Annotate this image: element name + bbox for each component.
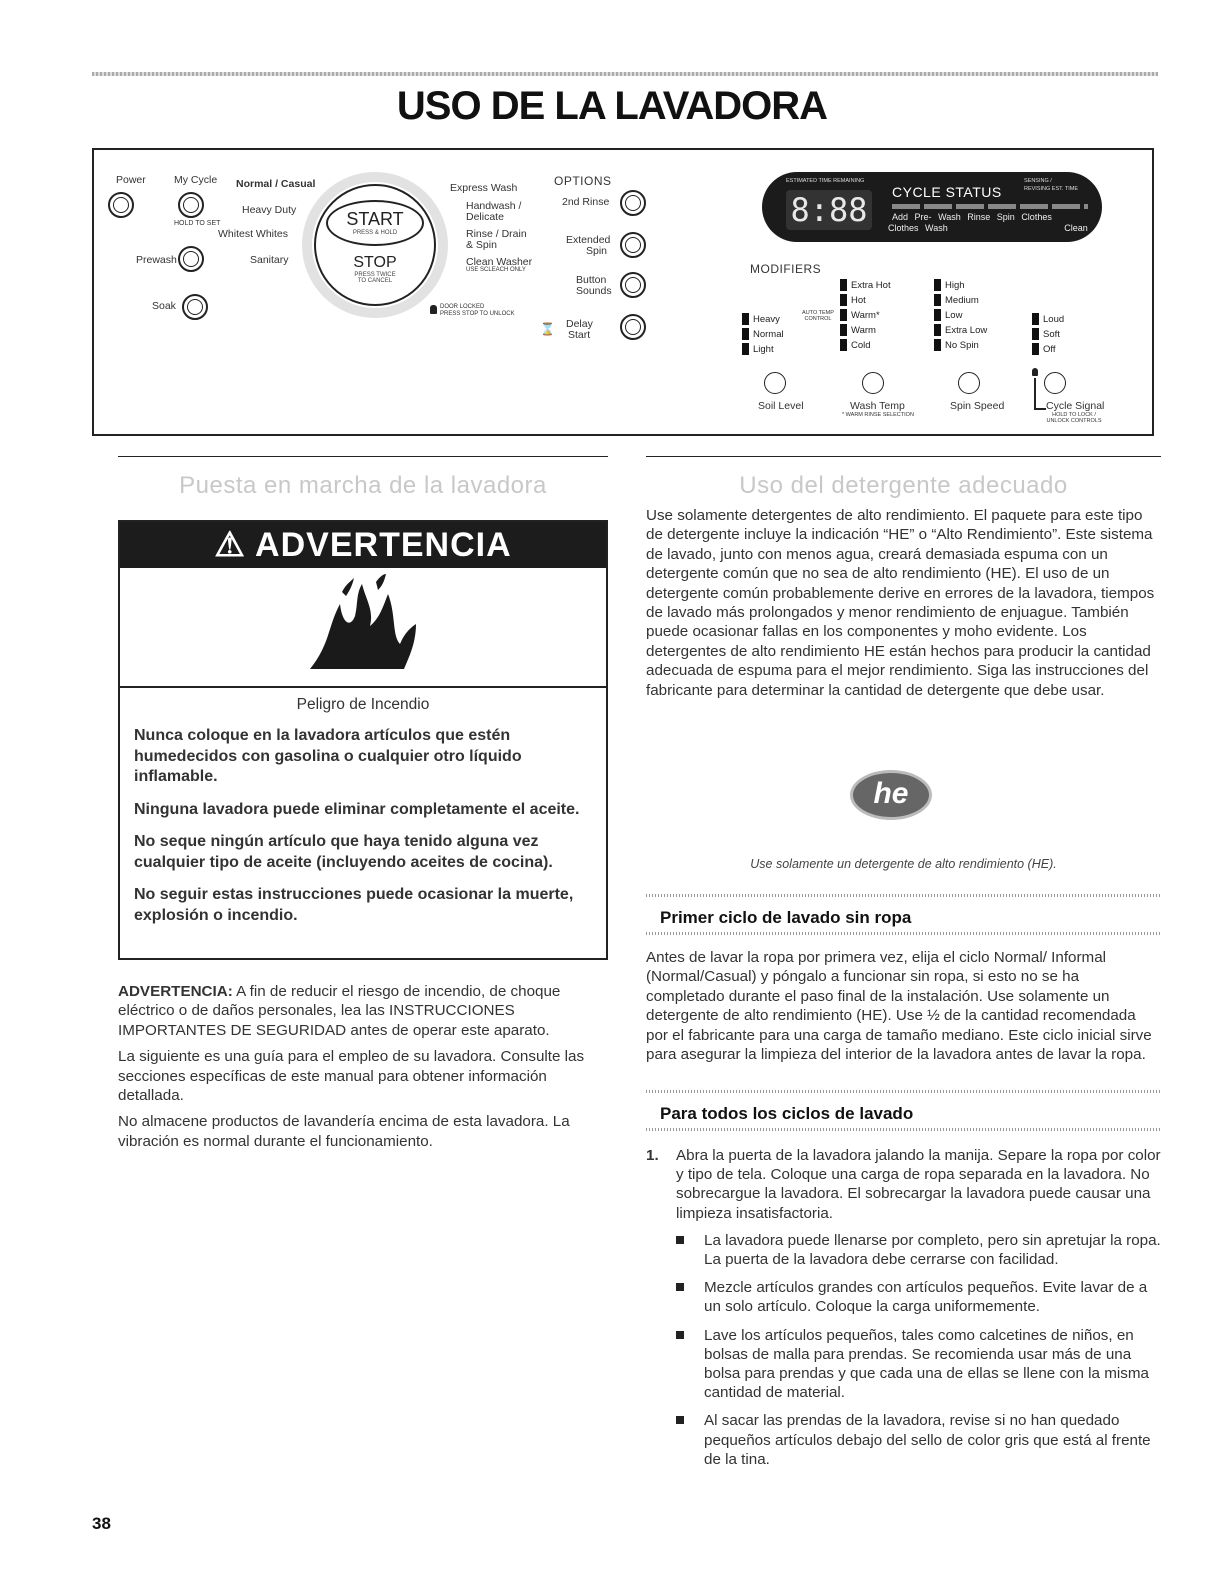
power-label: Power bbox=[116, 174, 146, 186]
wash-temp-note: * WARM RINSE SELECTION bbox=[842, 412, 914, 418]
warning-items bbox=[134, 726, 594, 926]
left-body-text bbox=[118, 982, 608, 1158]
soak-label: Soak bbox=[152, 300, 176, 312]
estimated-time-label: ESTIMATED TIME REMAINING bbox=[786, 178, 865, 184]
my-cycle-label: My Cycle bbox=[174, 174, 218, 186]
prewash-label: Prewash bbox=[136, 254, 177, 266]
revising-label: REVISING EST. TIME bbox=[1024, 186, 1078, 192]
left-heading-rule bbox=[118, 456, 608, 457]
option-2nd-rinse-button bbox=[620, 190, 646, 216]
bullet-item: La lavadora puede llenarse por completo, pero sin apretujar la ropa. La puerta de la lavadora debe cerrarse con facilidad. bbox=[646, 1231, 1161, 1269]
bullet-square-icon bbox=[676, 1283, 684, 1291]
warning-item: No seque ningún artículo que haya tenido alguna vez cualquier tipo de aceite (incluyendo aceites de cocina). bbox=[134, 833, 553, 871]
storage-paragraph: No almacene productos de lavandería encima de esta lavadora. La vibración es normal durante el funcionamiento. bbox=[118, 1113, 570, 1150]
sensing-label: SENSING / bbox=[1024, 178, 1052, 184]
door-locked-note: PRESS STOP TO UNLOCK bbox=[440, 311, 515, 317]
option-button-label: Button bbox=[576, 274, 607, 286]
warning-box bbox=[118, 520, 608, 960]
delay-icon: ⌛ bbox=[540, 322, 555, 336]
soak-button bbox=[182, 294, 208, 320]
advertencia-paragraph: ADVERTENCIA: A fin de reducir el riesgo de incendio, de choque eléctrico o de daños personales, lea las INSTRUCCIONES IMPORTANTES DE SEGURIDAD antes de operar este aparato. bbox=[118, 983, 561, 1039]
section-divider bbox=[646, 1128, 1161, 1131]
top-rule bbox=[92, 72, 1158, 76]
clean-washer-note: USE SCLEACH ONLY bbox=[466, 267, 526, 273]
status-steps-row1: Add Pre- Wash Rinse Spin Clothes bbox=[892, 212, 1052, 222]
modifiers-title: MODIFIERS bbox=[750, 262, 822, 276]
cycle-signal-button bbox=[1044, 372, 1066, 394]
spin-speed-options: High Medium Low Extra Low No Spin bbox=[934, 278, 987, 353]
spin-speed-button bbox=[958, 372, 980, 394]
soil-level-options: Heavy Normal Light bbox=[742, 312, 784, 357]
page-title: USO DE LA LAVADORA bbox=[396, 84, 828, 128]
left-section-heading: Puesta en marcha de la lavadora bbox=[179, 472, 547, 499]
step-item: 1. Abra la puerta de la lavadora jalando la manija. Separe la ropa por color y tipo de tela. Coloque una carga de ropa separada en la lavadora. No sobrecargue la lavadora. El sobrecargar la lavadora puede causar una limpieza insatisfactoria. bbox=[646, 1147, 1161, 1222]
hold-to-set-label: HOLD TO SET bbox=[174, 220, 221, 227]
warning-item: No seguir estas instrucciones puede ocasionar la muerte, explosión o incendio. bbox=[134, 886, 574, 924]
control-panel-illustration bbox=[92, 148, 1154, 436]
stop-button: STOP PRESS TWICE TO CANCEL bbox=[353, 254, 397, 284]
option-button-sounds-button bbox=[620, 272, 646, 298]
cycle-handwash: Handwash / bbox=[466, 200, 522, 212]
all-cycles-heading: Para todos los ciclos de lavado bbox=[660, 1104, 914, 1123]
power-button bbox=[108, 192, 134, 218]
wash-steps-list bbox=[646, 1146, 1161, 1478]
warning-item: Ninguna lavadora puede eliminar completamente el aceite. bbox=[134, 800, 580, 818]
start-button: START PRESS & HOLD bbox=[326, 200, 424, 246]
cycle-clean-washer: Clean Washer bbox=[466, 256, 533, 268]
section-divider bbox=[646, 1090, 1161, 1093]
section-divider bbox=[646, 932, 1161, 935]
lock-icon bbox=[430, 305, 437, 314]
door-locked-label: DOOR LOCKED bbox=[440, 304, 485, 310]
cycle-status-display bbox=[762, 172, 1102, 242]
fire-hazard-symbol bbox=[120, 568, 606, 688]
right-section-heading: Uso del detergente adecuado bbox=[739, 472, 1068, 499]
bullet-item: Al sacar las prendas de la lavadora, revise si no han quedado pequeños artículos debajo del sello de color gris que está al frente de la tina. bbox=[646, 1411, 1161, 1469]
auto-temp-control-label: AUTO TEMP CONTROL bbox=[802, 310, 834, 322]
wash-temp-button bbox=[862, 372, 884, 394]
prewash-button bbox=[178, 246, 204, 272]
first-cycle-heading: Primer ciclo de lavado sin ropa bbox=[660, 908, 912, 927]
wash-temp-label: Wash Temp bbox=[850, 400, 905, 412]
option-extended-label: Extended bbox=[566, 234, 611, 246]
bullet-square-icon bbox=[676, 1236, 684, 1244]
bullet-square-icon bbox=[676, 1416, 684, 1424]
my-cycle-button bbox=[178, 192, 204, 218]
he-logo: he bbox=[850, 770, 932, 820]
fire-danger-label: Peligro de Incendio bbox=[296, 696, 430, 713]
first-cycle-paragraph: Antes de lavar la ropa por primera vez, elija el ciclo Normal/ Informal (Normal/Casual) y póngalo a funcionar sin ropa, si esto no se ha completado durante el paso final de la instalación. Use solamente un detergente de alto rendimiento (HE). Use ½ de la cantidad recomendada por el fabricante para una carga de tamaño mediano. Este ciclo inicial sirve para asegurar la limpieza del interior de la lavadora antes de lavar la ropa. bbox=[646, 949, 1152, 1064]
time-digits: 8:88 bbox=[786, 190, 872, 230]
page-number: 38 bbox=[92, 1514, 111, 1533]
wash-temp-options: Extra Hot Hot Warm* Warm Cold bbox=[840, 278, 891, 353]
bullet-square-icon bbox=[676, 1331, 684, 1339]
spin-speed-label: Spin Speed bbox=[950, 400, 1005, 412]
status-progress-bar bbox=[892, 204, 1088, 209]
cycle-signal-note: HOLD TO LOCK / UNLOCK CONTROLS bbox=[1046, 412, 1102, 424]
cycle-sanitary: Sanitary bbox=[250, 254, 289, 266]
fire-icon bbox=[300, 574, 430, 684]
lock-icon bbox=[1032, 368, 1038, 376]
option-delay-start-button bbox=[620, 314, 646, 340]
detergent-paragraph: Use solamente detergentes de alto rendimiento. El paquete para este tipo de detergente incluye la indicación “HE” o “Alto Rendimiento”. Este sistema de lavado, junto con menos agua, creará demasiada espuma con un detergente común que no sea de alto rendimiento (HE). El uso de un detergente común probablemente derive en errores de la lavadora, tiempos de lavado más prolongados y menor rendimiento de enjuague. También puede ocasionar fallas en los componentes y moho evidente. Los detergentes de alto rendimiento HE están hechos para producir la cantidad adecuada de espuma para el mejor rendimiento. Siga las instrucciones del fabricante para determinar la cantidad de detergente que debe usar. bbox=[646, 507, 1155, 699]
signal-options: Loud Soft Off bbox=[1032, 312, 1064, 357]
option-sounds-label: Sounds bbox=[576, 285, 612, 297]
cycle-status-label: CYCLE STATUS bbox=[892, 184, 1002, 200]
soil-level-label: Soil Level bbox=[758, 400, 804, 412]
warning-header: ⚠ ADVERTENCIA bbox=[120, 522, 606, 568]
cycle-whitest-whites: Whitest Whites bbox=[218, 228, 289, 240]
bullet-item: Lave los artículos pequeños, tales como calcetines de niños, en bolsas de malla para prendas. Se recomienda usar más de una bolsa para prendas y que cada una de ellas se llene con la misma cantidad de material. bbox=[646, 1326, 1161, 1403]
cycle-express-wash: Express Wash bbox=[450, 182, 518, 194]
status-steps-row2: Clothes Wash Clean bbox=[888, 223, 1088, 233]
cycle-and-spin: & Spin bbox=[466, 239, 497, 251]
cycle-heavy-duty: Heavy Duty bbox=[242, 204, 297, 216]
bullet-item: Mezcle artículos grandes con artículos pequeños. Evite lavar de a un solo artículo. Coloque la carga uniformemente. bbox=[646, 1278, 1161, 1316]
option-extended-spin-button bbox=[620, 232, 646, 258]
he-caption: Use solamente un detergente de alto rendimiento (HE). bbox=[750, 857, 1057, 871]
cycle-normal-casual: Normal / Casual bbox=[236, 178, 316, 190]
cycle-signal-label: Cycle Signal bbox=[1046, 400, 1105, 412]
section-divider bbox=[646, 894, 1161, 897]
option-delay-label: Delay bbox=[566, 318, 593, 330]
warning-item: Nunca coloque en la lavadora artículos que estén humedecidos con gasolina o cualquier otro líquido inflamable. bbox=[134, 727, 522, 785]
warning-triangle-icon: ⚠ bbox=[214, 526, 246, 564]
guide-paragraph: La siguiente es una guía para el empleo de su lavadora. Consulte las secciones específicas de este manual para obtener información detallada. bbox=[118, 1048, 585, 1105]
right-heading-rule bbox=[646, 456, 1161, 457]
option-2nd-rinse-label: 2nd Rinse bbox=[562, 196, 610, 208]
option-start-label: Start bbox=[568, 329, 591, 341]
cycle-delicate: Delicate bbox=[466, 211, 504, 223]
cycle-rinse-drain: Rinse / Drain bbox=[466, 228, 527, 240]
lock-bracket bbox=[1034, 378, 1046, 410]
soil-level-button bbox=[764, 372, 786, 394]
option-spin-label: Spin bbox=[586, 245, 608, 257]
options-title: OPTIONS bbox=[554, 174, 612, 188]
